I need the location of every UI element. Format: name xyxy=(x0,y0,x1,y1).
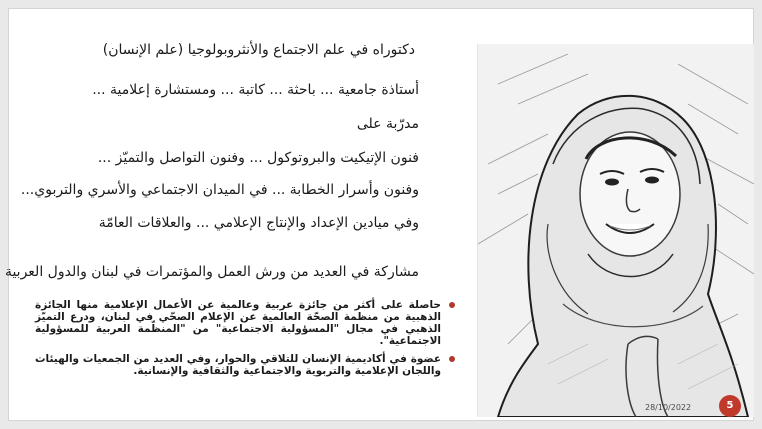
etiquette-line: فنون الإتيكيت والبروتوكول ... وفنون التواصل والتميّز ... xyxy=(97,150,419,166)
portrait-sketch-icon xyxy=(478,44,754,417)
list-item xyxy=(35,353,455,377)
presentation-slide xyxy=(4,8,754,421)
trainer-heading: مدرّبة على xyxy=(356,116,419,132)
media-line: وفي ميادين الإعداد والإنتاج الإعلامي ... والعلاقات العامّة xyxy=(98,215,419,231)
bullet-icon xyxy=(449,356,455,362)
slide-date: 28/10/2022 xyxy=(645,403,692,412)
portrait-sketch-image xyxy=(477,44,754,417)
list-item xyxy=(35,299,455,347)
list-item-text: عضوة في أكاديمية الإنسان للتلاقي والحوار، وفي العديد من الجمعيات والهيئات واللجان الإعلامية والتربوية والاجتماعية والثقافية والإنسانية. xyxy=(35,353,441,377)
participation-line: مشاركة في العديد من ورش العمل والمؤتمرات في لبنان والدول العربية xyxy=(4,264,419,280)
bullet-icon xyxy=(449,302,455,308)
achievements-list xyxy=(35,299,455,383)
list-item-text: حاصلة على أكثر من جائزة عربية وعالمية عن الأعمال الإعلامية منها الجائزة الذهبية من منظمة الصحّة العالمية عن الإعلام الصحّي في لبنان، ودرع التميّز الذهبي في مجال "المسؤولية الاجتماعية" من "المنظّمة العربية للمسؤولية الاجتماعية". xyxy=(35,299,441,347)
degree-line: دكتوراه في علم الاجتماع والأنثروبولوجيا (علم الإنسان) xyxy=(102,42,415,58)
page-number-badge: 5 xyxy=(719,395,741,417)
profession-line: أستاذة جامعية ... باحثة ... كاتبة ... ومستشارة إعلامية ... xyxy=(92,82,419,98)
speech-line: وفنون وأسرار الخطابة ... في الميدان الاجتماعي والأسري والتربوي... xyxy=(20,182,419,198)
